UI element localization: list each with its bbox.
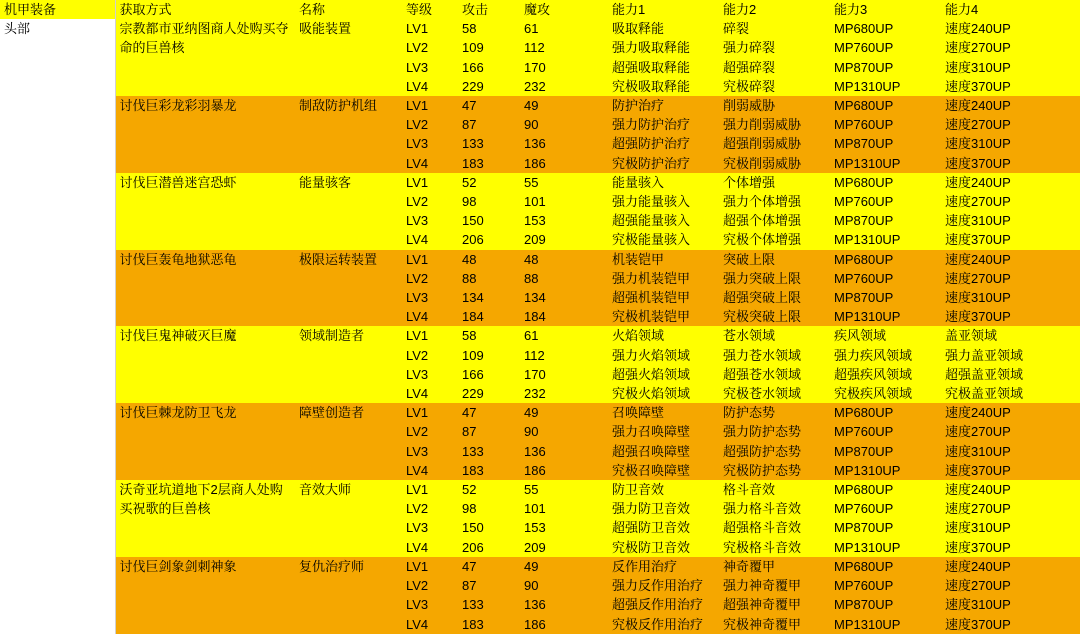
cell-a3: MP680UP <box>830 250 941 269</box>
cell-level: LV1 <box>402 173 458 192</box>
cell-a2: 超强碎裂 <box>719 58 830 77</box>
cell-matk: 232 <box>520 384 608 403</box>
cell-a1: 吸取释能 <box>608 19 719 38</box>
cell-matk: 101 <box>520 499 608 518</box>
cell-level: LV3 <box>402 365 458 384</box>
acquisition-method: 讨伐巨轰龟地狱恶龟 <box>115 250 295 327</box>
cell-matk: 209 <box>520 230 608 249</box>
cell-atk: 109 <box>458 38 520 57</box>
cell-atk: 87 <box>458 115 520 134</box>
cell-a4: 速度310UP <box>941 518 1080 537</box>
cell-a4: 速度370UP <box>941 615 1080 634</box>
cell-level: LV2 <box>402 38 458 57</box>
cell-a1: 究极机装铠甲 <box>608 307 719 326</box>
cell-a4: 速度240UP <box>941 480 1080 499</box>
cell-level: LV3 <box>402 134 458 153</box>
cell-a3: MP760UP <box>830 576 941 595</box>
cell-a4: 速度310UP <box>941 442 1080 461</box>
cell-a4: 速度310UP <box>941 58 1080 77</box>
cell-level: LV3 <box>402 595 458 614</box>
cell-atk: 109 <box>458 346 520 365</box>
cell-atk: 183 <box>458 615 520 634</box>
cell-a3: MP760UP <box>830 422 941 441</box>
cell-a4: 速度370UP <box>941 154 1080 173</box>
cell-a2: 削弱威胁 <box>719 96 830 115</box>
cell-a2: 防护态势 <box>719 403 830 422</box>
cell-a4: 速度270UP <box>941 192 1080 211</box>
cell-matk: 134 <box>520 288 608 307</box>
cell-level: LV4 <box>402 384 458 403</box>
cell-level: LV4 <box>402 154 458 173</box>
cell-a1: 超强反作用治疗 <box>608 595 719 614</box>
acquisition-method: 沃奇亚坑道地下2层商人处购买祝歌的巨兽核 <box>115 480 295 557</box>
table-row <box>0 326 1080 345</box>
cell-a3: MP680UP <box>830 173 941 192</box>
cell-a4: 速度240UP <box>941 96 1080 115</box>
cell-a1: 强力防护治疗 <box>608 115 719 134</box>
cell-atk: 58 <box>458 326 520 345</box>
column-header: 名称 <box>295 0 402 19</box>
cell-atk: 229 <box>458 384 520 403</box>
cell-a2: 究极神奇覆甲 <box>719 615 830 634</box>
cell-a2: 强力个体增强 <box>719 192 830 211</box>
table-row <box>0 557 1080 576</box>
cell-a2: 突破上限 <box>719 250 830 269</box>
cell-atk: 47 <box>458 403 520 422</box>
cell-matk: 170 <box>520 365 608 384</box>
cell-a1: 火焰领域 <box>608 326 719 345</box>
cell-a2: 究极个体增强 <box>719 230 830 249</box>
cell-level: LV2 <box>402 115 458 134</box>
cell-matk: 90 <box>520 576 608 595</box>
cell-a2: 究极削弱威胁 <box>719 154 830 173</box>
equipment-name: 能量骇客 <box>295 173 402 250</box>
cell-atk: 47 <box>458 96 520 115</box>
acquisition-method: 讨伐巨彩龙彩羽暴龙 <box>115 96 295 173</box>
cell-matk: 136 <box>520 442 608 461</box>
cell-matk: 184 <box>520 307 608 326</box>
cell-matk: 153 <box>520 211 608 230</box>
cell-matk: 61 <box>520 326 608 345</box>
cell-level: LV4 <box>402 77 458 96</box>
cell-a1: 超强防护治疗 <box>608 134 719 153</box>
cell-level: LV1 <box>402 480 458 499</box>
cell-matk: 49 <box>520 96 608 115</box>
cell-level: LV2 <box>402 192 458 211</box>
cell-a2: 超强神奇覆甲 <box>719 595 830 614</box>
cell-a1: 机装铠甲 <box>608 250 719 269</box>
cell-a3: MP870UP <box>830 58 941 77</box>
cell-a1: 究极能量骇入 <box>608 230 719 249</box>
cell-a4: 速度370UP <box>941 307 1080 326</box>
column-header: 能力1 <box>608 0 719 19</box>
cell-atk: 58 <box>458 19 520 38</box>
cell-atk: 87 <box>458 576 520 595</box>
cell-a4: 速度370UP <box>941 77 1080 96</box>
cell-level: LV4 <box>402 538 458 557</box>
cell-a3: 强力疾风领域 <box>830 346 941 365</box>
cell-a4: 速度240UP <box>941 19 1080 38</box>
cell-a4: 速度240UP <box>941 557 1080 576</box>
cell-atk: 150 <box>458 211 520 230</box>
cell-a1: 召唤障壁 <box>608 403 719 422</box>
cell-a2: 强力削弱威胁 <box>719 115 830 134</box>
cell-level: LV2 <box>402 346 458 365</box>
cell-a3: MP1310UP <box>830 307 941 326</box>
cell-level: LV4 <box>402 230 458 249</box>
cell-a1: 超强机装铠甲 <box>608 288 719 307</box>
cell-a2: 超强防护态势 <box>719 442 830 461</box>
cell-atk: 133 <box>458 595 520 614</box>
cell-a1: 超强能量骇入 <box>608 211 719 230</box>
cell-a3: MP760UP <box>830 115 941 134</box>
cell-a2: 究极碎裂 <box>719 77 830 96</box>
cell-matk: 209 <box>520 538 608 557</box>
cell-a1: 强力能量骇入 <box>608 192 719 211</box>
cell-a4: 速度270UP <box>941 38 1080 57</box>
cell-a4: 速度270UP <box>941 576 1080 595</box>
cell-a3: MP870UP <box>830 211 941 230</box>
cell-a2: 苍水领域 <box>719 326 830 345</box>
cell-a2: 究极苍水领域 <box>719 384 830 403</box>
cell-a2: 强力格斗音效 <box>719 499 830 518</box>
cell-a2: 碎裂 <box>719 19 830 38</box>
cell-a4: 超强盖亚领域 <box>941 365 1080 384</box>
equipment-name: 制敌防护机组 <box>295 96 402 173</box>
cell-a4: 速度270UP <box>941 115 1080 134</box>
cell-a3: 超强疾风领域 <box>830 365 941 384</box>
cell-a4: 究极盖亚领域 <box>941 384 1080 403</box>
cell-a3: MP1310UP <box>830 154 941 173</box>
cell-a2: 超强个体增强 <box>719 211 830 230</box>
cell-matk: 101 <box>520 192 608 211</box>
cell-a4: 速度240UP <box>941 403 1080 422</box>
table-header-row <box>0 0 1080 19</box>
cell-a3: MP1310UP <box>830 461 941 480</box>
table-row <box>0 250 1080 269</box>
cell-matk: 112 <box>520 346 608 365</box>
cell-a2: 个体增强 <box>719 173 830 192</box>
cell-matk: 55 <box>520 480 608 499</box>
cell-level: LV2 <box>402 576 458 595</box>
table-row <box>0 173 1080 192</box>
equipment-name: 领域制造者 <box>295 326 402 403</box>
equipment-name: 吸能装置 <box>295 19 402 96</box>
cell-a1: 强力火焰领域 <box>608 346 719 365</box>
equipment-name: 复仇治疗师 <box>295 557 402 634</box>
cell-matk: 88 <box>520 269 608 288</box>
cell-atk: 87 <box>458 422 520 441</box>
acquisition-method: 讨伐巨棘龙防卫飞龙 <box>115 403 295 480</box>
cell-atk: 98 <box>458 192 520 211</box>
cell-atk: 206 <box>458 230 520 249</box>
column-header: 等级 <box>402 0 458 19</box>
cell-a1: 超强吸取释能 <box>608 58 719 77</box>
table-row <box>0 19 1080 38</box>
cell-atk: 229 <box>458 77 520 96</box>
cell-matk: 136 <box>520 595 608 614</box>
cell-level: LV1 <box>402 403 458 422</box>
cell-a3: MP760UP <box>830 38 941 57</box>
cell-a3: MP870UP <box>830 442 941 461</box>
cell-a1: 究极火焰领域 <box>608 384 719 403</box>
cell-a3: MP1310UP <box>830 77 941 96</box>
category-label: 头部 <box>0 19 115 634</box>
cell-matk: 49 <box>520 403 608 422</box>
cell-a1: 强力机装铠甲 <box>608 269 719 288</box>
cell-level: LV4 <box>402 307 458 326</box>
cell-matk: 186 <box>520 461 608 480</box>
cell-a1: 究极反作用治疗 <box>608 615 719 634</box>
cell-a4: 速度370UP <box>941 230 1080 249</box>
cell-atk: 134 <box>458 288 520 307</box>
cell-a1: 超强防卫音效 <box>608 518 719 537</box>
cell-a4: 速度310UP <box>941 134 1080 153</box>
cell-a3: MP680UP <box>830 403 941 422</box>
cell-a3: MP870UP <box>830 595 941 614</box>
cell-a2: 格斗音效 <box>719 480 830 499</box>
cell-atk: 166 <box>458 365 520 384</box>
cell-a2: 究极防护态势 <box>719 461 830 480</box>
cell-a4: 速度270UP <box>941 499 1080 518</box>
column-header: 机甲装备 <box>0 0 115 19</box>
cell-level: LV1 <box>402 96 458 115</box>
cell-a3: MP870UP <box>830 518 941 537</box>
cell-a2: 超强格斗音效 <box>719 518 830 537</box>
acquisition-method: 讨伐巨剑象剑刺神象 <box>115 557 295 634</box>
cell-atk: 183 <box>458 461 520 480</box>
cell-a3: MP760UP <box>830 499 941 518</box>
cell-a2: 强力苍水领域 <box>719 346 830 365</box>
cell-level: LV1 <box>402 557 458 576</box>
table-row <box>0 96 1080 115</box>
table-row <box>0 403 1080 422</box>
cell-a1: 反作用治疗 <box>608 557 719 576</box>
cell-matk: 153 <box>520 518 608 537</box>
cell-a2: 强力神奇覆甲 <box>719 576 830 595</box>
cell-a3: MP680UP <box>830 557 941 576</box>
acquisition-method: 宗教都市亚纳图商人处购买夺命的巨兽核 <box>115 19 295 96</box>
cell-matk: 55 <box>520 173 608 192</box>
cell-level: LV3 <box>402 211 458 230</box>
cell-a4: 速度270UP <box>941 269 1080 288</box>
cell-a2: 究极格斗音效 <box>719 538 830 557</box>
cell-atk: 133 <box>458 134 520 153</box>
cell-a3: MP1310UP <box>830 230 941 249</box>
cell-level: LV2 <box>402 499 458 518</box>
cell-level: LV3 <box>402 518 458 537</box>
column-header: 能力2 <box>719 0 830 19</box>
cell-matk: 90 <box>520 422 608 441</box>
column-header: 魔攻 <box>520 0 608 19</box>
cell-a4: 盖亚领域 <box>941 326 1080 345</box>
cell-a4: 速度370UP <box>941 538 1080 557</box>
cell-a1: 防卫音效 <box>608 480 719 499</box>
cell-a4: 强力盖亚领域 <box>941 346 1080 365</box>
equipment-name: 音效大师 <box>295 480 402 557</box>
cell-matk: 48 <box>520 250 608 269</box>
cell-a1: 强力吸取释能 <box>608 38 719 57</box>
cell-a3: MP680UP <box>830 96 941 115</box>
column-header: 攻击 <box>458 0 520 19</box>
cell-matk: 232 <box>520 77 608 96</box>
cell-a2: 究极突破上限 <box>719 307 830 326</box>
cell-atk: 183 <box>458 154 520 173</box>
cell-a2: 强力突破上限 <box>719 269 830 288</box>
table-row <box>0 480 1080 499</box>
cell-atk: 52 <box>458 480 520 499</box>
cell-matk: 112 <box>520 38 608 57</box>
cell-a4: 速度310UP <box>941 211 1080 230</box>
cell-atk: 206 <box>458 538 520 557</box>
acquisition-method: 讨伐巨潜兽迷宫恐虾 <box>115 173 295 250</box>
acquisition-method: 讨伐巨鬼神破灭巨魔 <box>115 326 295 403</box>
cell-a2: 强力防护态势 <box>719 422 830 441</box>
cell-atk: 88 <box>458 269 520 288</box>
cell-a1: 究极召唤障壁 <box>608 461 719 480</box>
cell-matk: 61 <box>520 19 608 38</box>
cell-a3: 究极疾风领域 <box>830 384 941 403</box>
cell-atk: 133 <box>458 442 520 461</box>
cell-atk: 52 <box>458 173 520 192</box>
cell-a3: MP680UP <box>830 19 941 38</box>
cell-a1: 防护治疗 <box>608 96 719 115</box>
cell-a2: 强力碎裂 <box>719 38 830 57</box>
column-header: 获取方式 <box>115 0 295 19</box>
cell-a1: 能量骇入 <box>608 173 719 192</box>
cell-a4: 速度270UP <box>941 422 1080 441</box>
cell-matk: 90 <box>520 115 608 134</box>
cell-atk: 47 <box>458 557 520 576</box>
cell-atk: 48 <box>458 250 520 269</box>
cell-a3: MP760UP <box>830 269 941 288</box>
cell-a1: 强力召唤障壁 <box>608 422 719 441</box>
column-header: 能力3 <box>830 0 941 19</box>
cell-a3: MP870UP <box>830 288 941 307</box>
cell-atk: 150 <box>458 518 520 537</box>
cell-a1: 超强火焰领域 <box>608 365 719 384</box>
cell-a1: 强力防卫音效 <box>608 499 719 518</box>
cell-level: LV3 <box>402 58 458 77</box>
cell-level: LV2 <box>402 422 458 441</box>
cell-a3: MP680UP <box>830 480 941 499</box>
cell-level: LV1 <box>402 250 458 269</box>
cell-a2: 超强苍水领域 <box>719 365 830 384</box>
cell-a1: 超强召唤障壁 <box>608 442 719 461</box>
cell-level: LV4 <box>402 615 458 634</box>
cell-matk: 186 <box>520 154 608 173</box>
cell-a2: 超强削弱威胁 <box>719 134 830 153</box>
cell-a3: MP760UP <box>830 192 941 211</box>
cell-a3: 疾风领域 <box>830 326 941 345</box>
cell-atk: 166 <box>458 58 520 77</box>
cell-a4: 速度310UP <box>941 288 1080 307</box>
cell-a3: MP1310UP <box>830 615 941 634</box>
cell-matk: 136 <box>520 134 608 153</box>
cell-level: LV2 <box>402 269 458 288</box>
cell-matk: 186 <box>520 615 608 634</box>
equipment-name: 障壁创造者 <box>295 403 402 480</box>
cell-matk: 170 <box>520 58 608 77</box>
cell-a4: 速度370UP <box>941 461 1080 480</box>
cell-a1: 究极防卫音效 <box>608 538 719 557</box>
cell-a2: 超强突破上限 <box>719 288 830 307</box>
cell-atk: 98 <box>458 499 520 518</box>
equipment-name: 极限运转装置 <box>295 250 402 327</box>
cell-level: LV1 <box>402 19 458 38</box>
cell-a4: 速度310UP <box>941 595 1080 614</box>
cell-level: LV3 <box>402 288 458 307</box>
cell-a3: MP870UP <box>830 134 941 153</box>
cell-a4: 速度240UP <box>941 173 1080 192</box>
cell-level: LV3 <box>402 442 458 461</box>
cell-a3: MP1310UP <box>830 538 941 557</box>
cell-atk: 184 <box>458 307 520 326</box>
cell-a1: 究极吸取释能 <box>608 77 719 96</box>
cell-matk: 49 <box>520 557 608 576</box>
column-header: 能力4 <box>941 0 1080 19</box>
cell-a2: 神奇覆甲 <box>719 557 830 576</box>
cell-a4: 速度240UP <box>941 250 1080 269</box>
cell-level: LV4 <box>402 461 458 480</box>
cell-a1: 强力反作用治疗 <box>608 576 719 595</box>
cell-level: LV1 <box>402 326 458 345</box>
cell-a1: 究极防护治疗 <box>608 154 719 173</box>
